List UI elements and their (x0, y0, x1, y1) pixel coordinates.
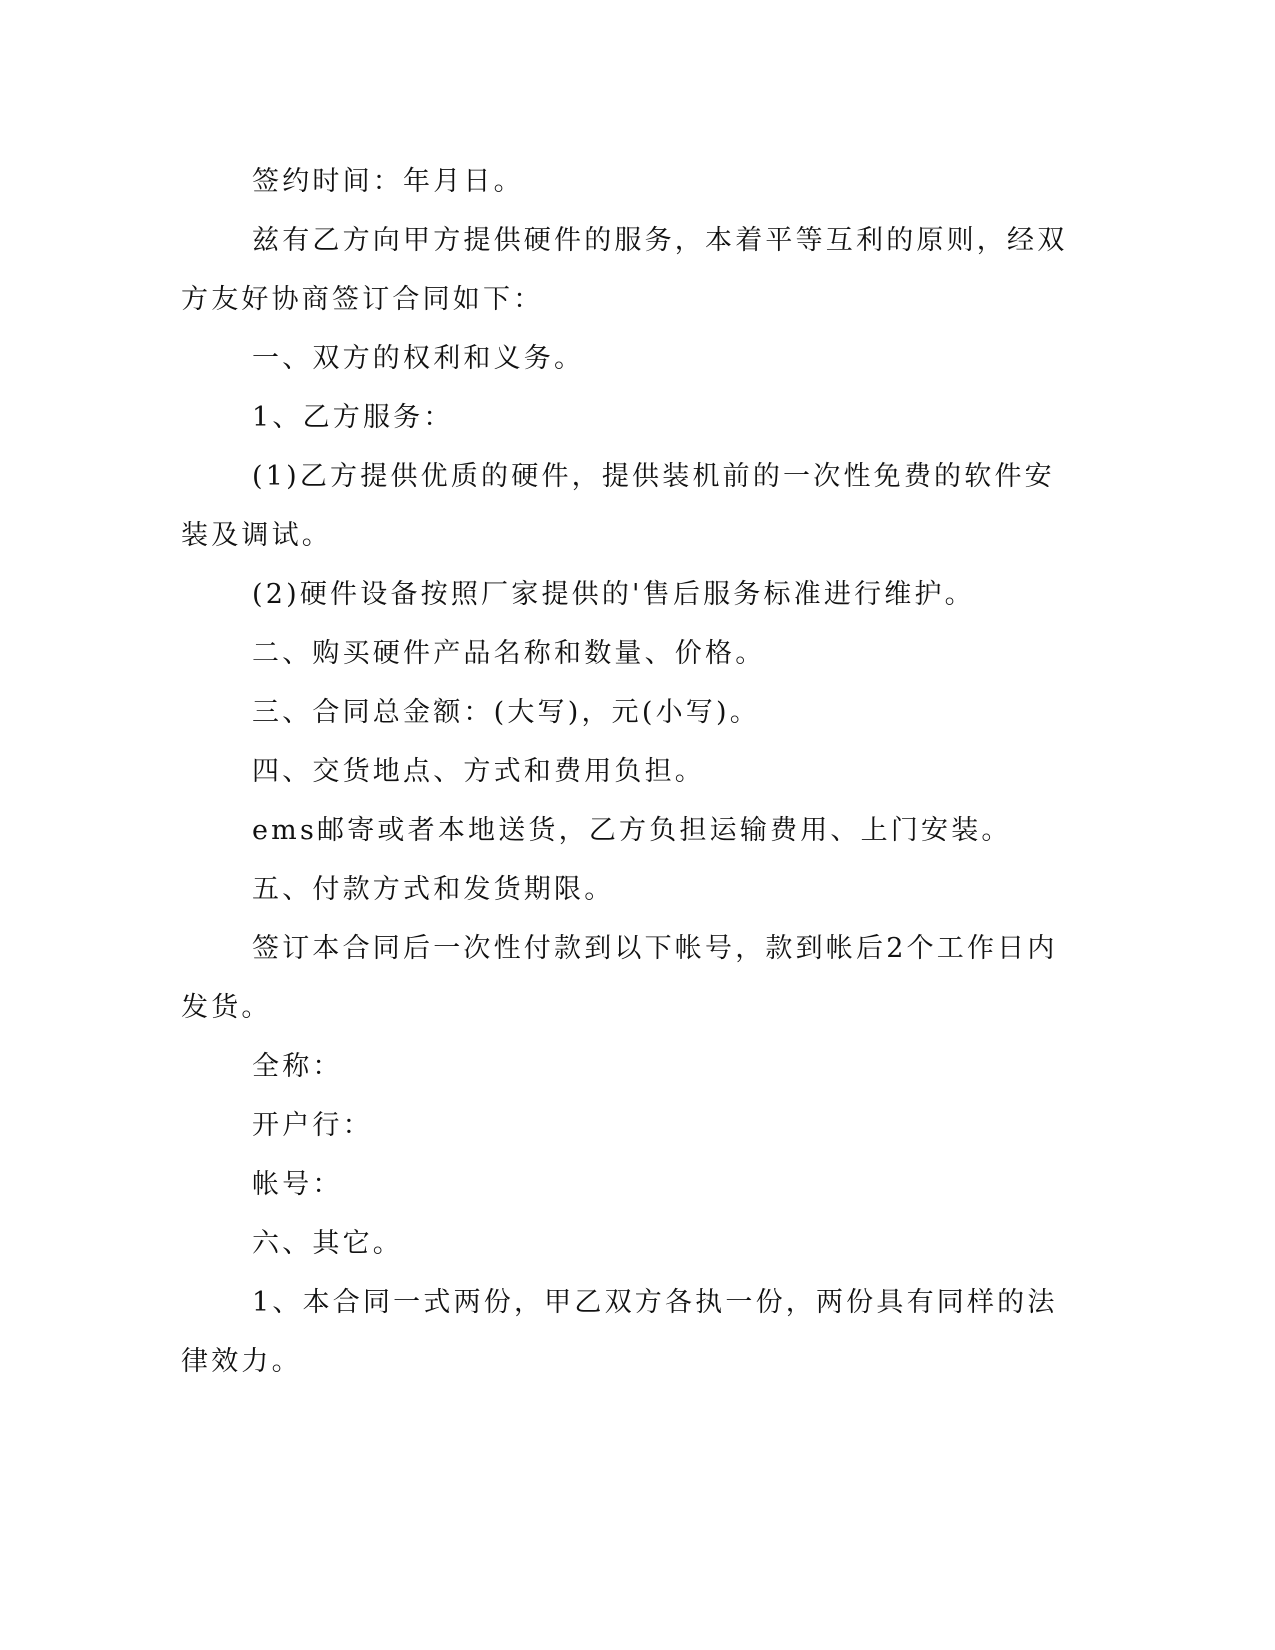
other-item-1: 1、本合同一式两份，甲乙双方各执一份，两份具有同样的法律效力。 (181, 1287, 1058, 1377)
account-name-field: 全称： (252, 1051, 343, 1082)
document-body (181, 152, 1081, 1391)
section-heading-amount: 三、合同总金额：(大写)，元(小写)。 (252, 697, 760, 728)
delivery-paragraph: ems邮寄或者本地送货，乙方负担运输费用、上门安装。 (252, 815, 1012, 846)
section-heading-payment: 五、付款方式和发货期限。 (252, 874, 615, 905)
section-heading-delivery: 四、交货地点、方式和费用负担。 (252, 756, 705, 787)
preamble-paragraph: 兹有乙方向甲方提供硬件的服务，本着平等互利的原则，经双方友好协商签订合同如下： (181, 225, 1068, 315)
section-heading-products: 二、购买硬件产品名称和数量、价格。 (252, 638, 766, 669)
section-heading-other: 六、其它。 (252, 1228, 403, 1259)
signing-date: 签约时间：年月日。 (252, 166, 524, 197)
service-item-2: (2)硬件设备按照厂家提供的'售后服务标准进行维护。 (252, 579, 975, 610)
service-item-1: (1)乙方提供优质的硬件，提供装机前的一次性免费的软件安装及调试。 (181, 461, 1055, 551)
payment-paragraph: 签订本合同后一次性付款到以下帐号，款到帐后2个工作日内发货。 (181, 933, 1058, 1023)
account-number-field: 帐号： (252, 1169, 343, 1200)
account-bank-field: 开户行： (252, 1110, 373, 1141)
subsection-heading-service: 1、乙方服务： (252, 402, 454, 433)
section-heading-rights: 一、双方的权利和义务。 (252, 343, 585, 374)
